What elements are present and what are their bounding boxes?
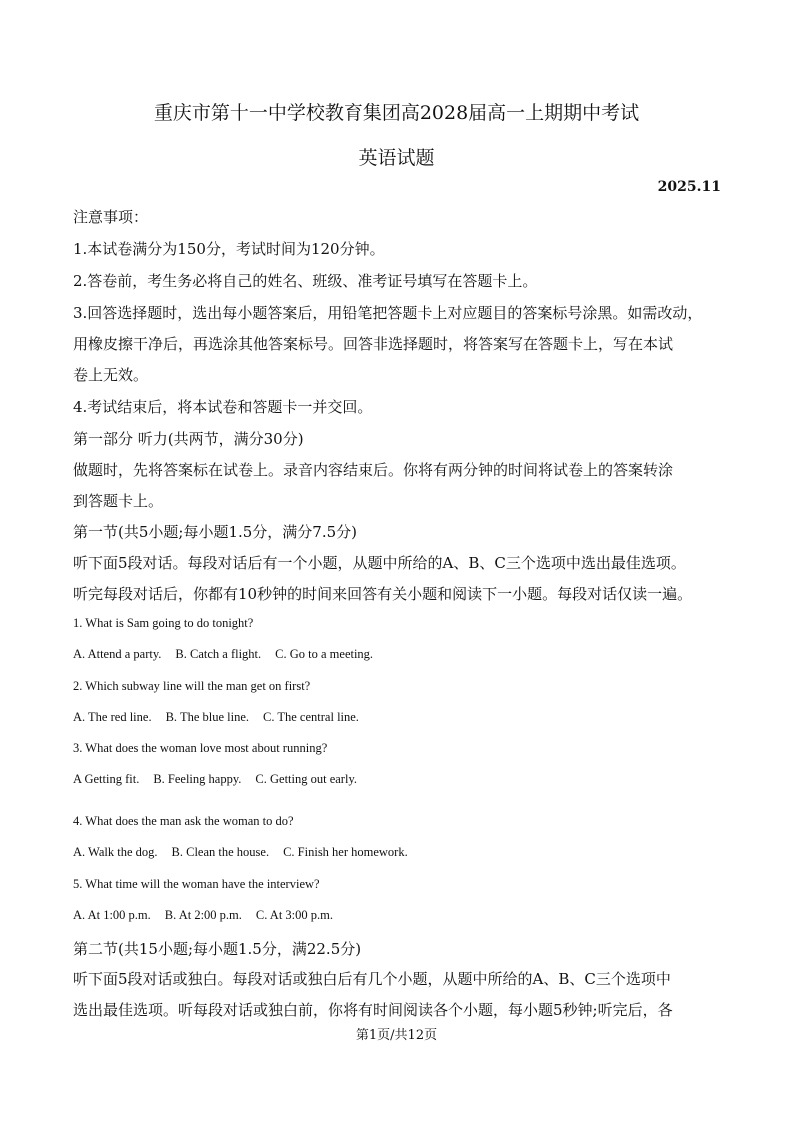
option: C. The central line. [263, 710, 359, 724]
section1-intro: 听完每段对话后，你都有10秒钟的时间来回答有关小题和阅读下一小题。每段对话仅读一遍。 [73, 585, 693, 603]
part1-intro: 做题时，先将答案标在试卷上。录音内容结束后。你将有两分钟的时间将试卷上的答案转涂 [73, 461, 674, 479]
option: A. Walk the dog. [73, 845, 158, 859]
question: 3. What does the woman love most about running? [73, 741, 328, 755]
note-item: 4.考试结束后，将本试卷和答题卡一并交回。 [73, 398, 373, 416]
option: C. Getting out early. [255, 772, 358, 786]
notes-heading: 注意事项： [73, 208, 149, 226]
note-item: 3.回答选择题时，选出每小题答案后，用铅笔把答题卡上对应题目的答案标号涂黑。如需改动， [73, 304, 703, 322]
option: B. Clean the house. [171, 845, 270, 859]
option: A. Attend a party. [73, 647, 162, 661]
note-item: 2.答卷前，考生务必将自己的姓名、班级、准考证号填写在答题卡上。 [73, 272, 538, 290]
exam-subtitle: 英语试题 [358, 147, 435, 169]
question-options [73, 772, 371, 787]
question: 2. Which subway line will the man get on first? [73, 679, 311, 693]
option: C. At 3:00 p.m. [255, 908, 333, 922]
option: B. The blue line. [165, 710, 250, 724]
page-footer: 第1页/共12页 [355, 1028, 438, 1043]
option: A. The red line. [73, 710, 152, 724]
option: B. Catch a flight. [175, 647, 262, 661]
option: B. At 2:00 p.m. [164, 908, 242, 922]
note-item: 用橡皮擦干净后，再选涂其他答案标号。回答非选择题时，将答案写在答题卡上，写在本试 [73, 335, 674, 353]
note-item: 1.本试卷满分为150分，考试时间为120分钟。 [73, 240, 385, 258]
question: 4. What does the man ask the woman to do? [73, 814, 294, 828]
section1-heading: 第一节(共5小题;每小题1.5分，满分7.5分) [73, 523, 358, 541]
exam-date: 2025.11 [657, 179, 721, 195]
note-item: 卷上无效。 [73, 366, 149, 384]
part1-heading: 第一部分 听力(共两节，满分30分) [73, 430, 304, 448]
question: 5. What time will the woman have the interview? [73, 877, 320, 891]
part1-intro: 到答题卡上。 [73, 492, 164, 510]
option: A Getting fit. [73, 772, 140, 786]
section2-heading: 第二节(共15小题;每小题1.5分，满22.5分) [73, 940, 362, 958]
option: C. Finish her homework. [283, 845, 408, 859]
option: B. Feeling happy. [153, 772, 242, 786]
question-options [73, 908, 347, 923]
section2-intro: 听下面5段对话或独白。每段对话或独白后有几个小题，从题中所给的A、B、C三个选项中 [73, 970, 671, 988]
section1-intro: 听下面5段对话。每段对话后有一个小题，从题中所给的A、B、C三个选项中选出最佳选项。 [73, 554, 686, 572]
option: A. At 1:00 p.m. [73, 908, 151, 922]
section2-intro: 选出最佳选项。听每段对话或独白前，你将有时间阅读各个小题，每小题5秒钟;听完后，各 [73, 1001, 673, 1019]
question: 1. What is Sam going to do tonight? [73, 616, 254, 630]
option: C. Go to a meeting. [275, 647, 374, 661]
exam-title: 重庆市第十一中学校教育集团高2028届高一上期期中考试 [153, 102, 640, 124]
question-options [73, 710, 373, 725]
question-options [73, 845, 422, 860]
question-options [73, 647, 387, 662]
